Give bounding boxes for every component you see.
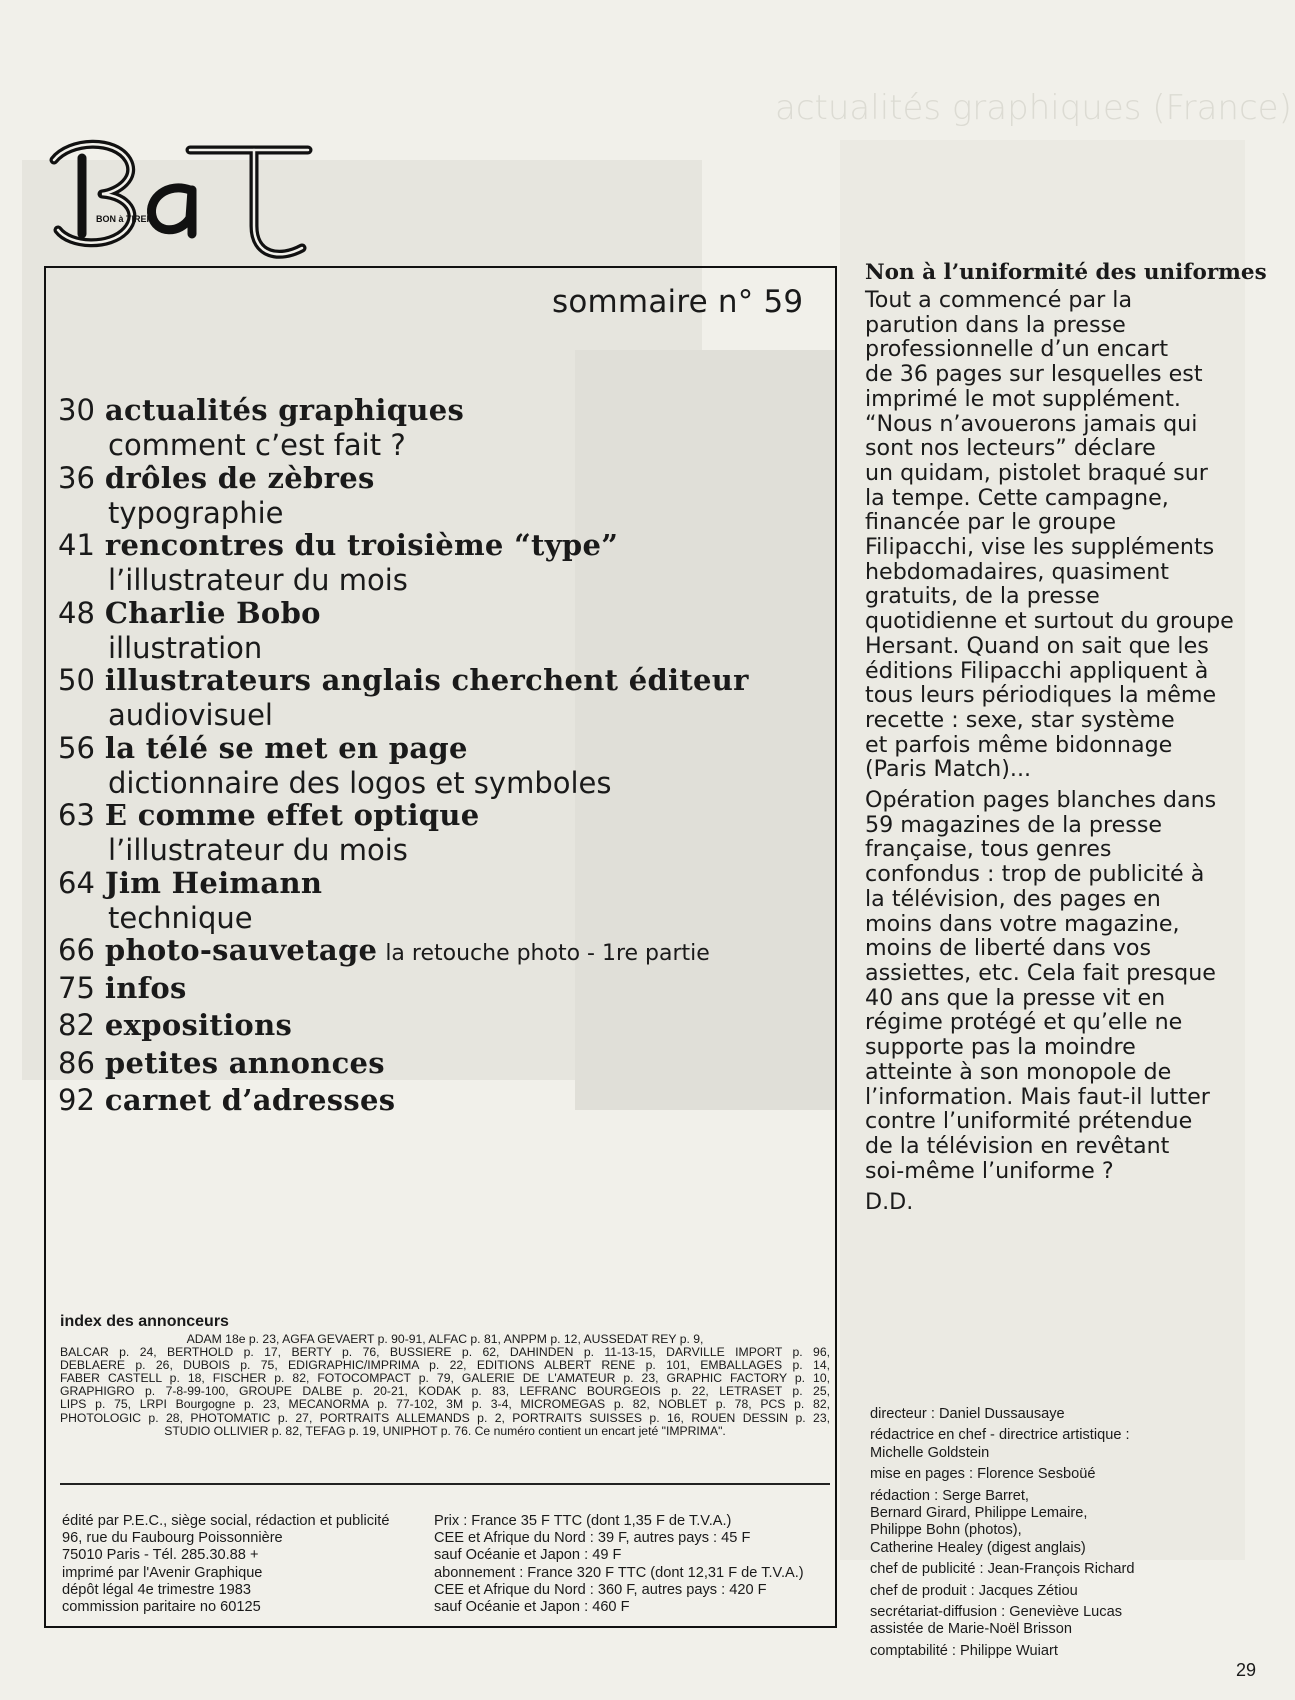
- toc-page-number: 75: [58, 970, 95, 1005]
- price-line: abonnement : France 320 F TTC (dont 12,31 F de T.V.A.): [434, 1564, 804, 1581]
- editorial-line: moins dans votre magazine,: [865, 910, 1180, 937]
- advertiser-line: PHOTOLOGIC p. 28, PHOTOMATIC p. 27, PORTRAITS ALLEMANDS p. 2, PORTRAITS SUISSES p. 16, ROUEN DESSIN p. 23,: [60, 1410, 830, 1425]
- staff-line: secrétariat-diffusion : Geneviève Lucas: [870, 1604, 1123, 1621]
- advertiser-line: ADAM 18e p. 23, AGFA GEVAERT p. 90-91, ALFAC p. 81, ANPPM p. 12, AUSSEDAT REY p. 9,: [186, 1332, 704, 1346]
- toc-entry-title: Charlie Bobo: [104, 595, 321, 630]
- editorial-line: sont nos lecteurs” déclare: [865, 435, 1156, 462]
- editorial-line: Tout a commencé par la: [865, 287, 1133, 313]
- advertisers-index-heading: index des annonceurs: [60, 1313, 229, 1330]
- advertiser-line: FABER CASTELL p. 18, FISCHER p. 82, FOTOCOMPACT p. 79, GALERIE DE L'AMATEUR p. 23, GRAPHIC FACTORY p. 10,: [60, 1371, 830, 1386]
- staff-line: Michelle Goldstein: [870, 1444, 990, 1461]
- advertisers-index: [60, 1333, 830, 1438]
- publisher-line: 96, rue du Faubourg Poissonnière: [62, 1530, 283, 1547]
- staff-entry: [870, 1643, 1280, 1660]
- editorial-line: la tempe. Cette campagne,: [865, 484, 1169, 511]
- toc-section-label: l’illustrateur du mois: [108, 563, 408, 597]
- toc-entry: [58, 461, 375, 495]
- publisher-line: 75010 Paris - Tél. 285.30.88 +: [62, 1547, 259, 1564]
- toc-entry: [58, 798, 480, 832]
- editorial-line: Opération pages blanches dans: [865, 787, 1217, 814]
- editorial-line: régime protégé et qu’elle ne: [865, 1009, 1183, 1036]
- editorial-line: de 36 pages sur lesquelles est: [865, 361, 1203, 388]
- toc-entry-title: infos: [104, 970, 187, 1005]
- toc-entry: [58, 663, 749, 697]
- toc-entry-title: illustrateurs anglais cherchent éditeur: [104, 663, 749, 697]
- editorial-line: contre l’uniformité prétendue: [865, 1108, 1193, 1135]
- toc-page-number: 30: [58, 393, 95, 427]
- publisher-line: édité par P.E.C., siège social, rédaction et publicité: [62, 1513, 390, 1529]
- editorial-line: assiettes, etc. Cela fait presque: [865, 959, 1216, 986]
- background-title: actualités graphiques (France): [775, 88, 1292, 128]
- toc-page-number: 82: [58, 1008, 95, 1042]
- toc-entry: [58, 866, 322, 900]
- divider: [60, 1483, 830, 1485]
- editorial-line: atteinte à son monopole de: [865, 1058, 1172, 1085]
- price-line: sauf Océanie et Japon : 460 F: [434, 1599, 630, 1616]
- editorial-line: imprimé le mot supplément.: [865, 385, 1181, 412]
- price-line: Prix : France 35 F TTC (dont 1,35 F de T.V.A.): [434, 1513, 732, 1529]
- price-line: CEE et Afrique du Nord : 360 F, autres pays : 420 F: [434, 1581, 767, 1598]
- staff-entry: [870, 1583, 1280, 1600]
- staff-line: comptabilité : Philippe Wuiart: [870, 1642, 1058, 1659]
- toc-entry: [58, 1008, 292, 1042]
- publisher-line: dépôt légal 4e trimestre 1983: [62, 1581, 252, 1598]
- staff-entry: [870, 1604, 1280, 1639]
- staff-entry: [870, 1427, 1280, 1462]
- toc-entry-title: petites annonces: [104, 1045, 385, 1080]
- toc-entry-title: expositions: [104, 1008, 293, 1042]
- editorial-line: confondus : trop de publicité à: [865, 861, 1205, 888]
- toc-page-number: 86: [58, 1045, 95, 1080]
- toc-entry: [58, 971, 187, 1005]
- toc-section-label: dictionnaire des logos et symboles: [108, 765, 612, 800]
- editorial-line: parution dans la presse: [865, 311, 1126, 338]
- editorial-line: 59 magazines de la presse: [865, 811, 1163, 838]
- toc-section-label: l’illustrateur du mois: [108, 833, 408, 867]
- toc-entry: [58, 596, 321, 630]
- publisher-line: commission paritaire no 60125: [62, 1599, 261, 1616]
- editorial-line: française, tous genres: [865, 836, 1112, 863]
- editorial: [865, 260, 1275, 1215]
- toc-page-number: 50: [58, 663, 95, 697]
- toc-section-label: typographie: [108, 495, 284, 530]
- editorial-line: hebdomadaires, quasiment: [865, 558, 1169, 585]
- price-line: sauf Océanie et Japon : 49 F: [434, 1547, 622, 1564]
- editorial-title: Non à l’uniformité des uniformes: [865, 260, 1267, 285]
- editorial-signature: D.D.: [865, 1189, 914, 1216]
- editorial-line: un quidam, pistolet braqué sur: [865, 459, 1208, 486]
- staff-line: chef de publicité : Jean-François Richard: [870, 1561, 1135, 1578]
- toc-page-number: 41: [58, 528, 95, 562]
- editorial-line: 40 ans que la presse vit en: [865, 984, 1166, 1011]
- staff-line: chef de produit : Jacques Zétiou: [870, 1582, 1078, 1599]
- staff-entry: [870, 1466, 1280, 1483]
- toc-entry-title: Jim Heimann: [104, 865, 323, 900]
- editorial-line: l’information. Mais faut-il lutter: [865, 1083, 1210, 1110]
- toc-section-label: audiovisuel: [108, 698, 273, 732]
- toc-entry: [58, 393, 464, 427]
- toc-page-number: 64: [58, 865, 95, 900]
- advertiser-line: GRAPHIGRO p. 7-8-99-100, GROUPE DALBE p. 20-21, KODAK p. 83, LEFRANC BOURGEOIS p. 22, LETRASET p. 25,: [60, 1384, 830, 1399]
- staff-line: Philippe Bohn (photos),: [870, 1522, 1022, 1539]
- page-number: 29: [1236, 1660, 1257, 1680]
- staff-line: directeur : Daniel Dussausaye: [870, 1406, 1065, 1422]
- editorial-line: soi-même l’uniforme ?: [865, 1157, 1114, 1184]
- price-info: [434, 1513, 804, 1616]
- toc-entry-title: rencontres du troisième “type”: [104, 528, 619, 562]
- editorial-line: supporte pas la moindre: [865, 1034, 1136, 1061]
- staff-line: mise en pages : Florence Sesboüé: [870, 1466, 1096, 1483]
- toc-entry-title: actualités graphiques: [104, 393, 465, 427]
- toc-page-number: 48: [58, 595, 95, 630]
- toc-entry: [58, 1083, 395, 1117]
- issue-label: sommaire n° 59: [552, 284, 804, 320]
- editorial-line: (Paris Match)...: [865, 756, 1032, 783]
- editorial-paragraph: [865, 788, 1275, 1183]
- editorial-line: de la télévision en revêtant: [865, 1132, 1170, 1159]
- editorial-paragraph: [865, 288, 1275, 782]
- staff-line: Catherine Healey (digest anglais): [870, 1539, 1086, 1556]
- toc-page-number: 56: [58, 730, 95, 765]
- toc-section-label: comment c’est fait ?: [108, 428, 406, 462]
- toc-entry: [58, 1046, 385, 1080]
- publisher-info: [62, 1513, 389, 1616]
- toc-entry-title: photo-sauvetage: [104, 933, 378, 967]
- editorial-line: recette : sexe, star système: [865, 706, 1175, 733]
- staff-line: Bernard Girard, Philippe Lemaire,: [870, 1505, 1088, 1522]
- editorial-line: Hersant. Quand on sait que les: [865, 632, 1209, 659]
- editorial-line: gratuits, de la presse: [865, 583, 1100, 610]
- toc-entry: [58, 731, 468, 765]
- staff-entry: [870, 1561, 1280, 1578]
- staff-line: assistée de Marie-Noël Brisson: [870, 1621, 1072, 1638]
- toc-section-label: technique: [108, 900, 253, 935]
- toc-entry-title: la télé se met en page: [104, 730, 468, 765]
- toc-page-number: 66: [58, 933, 95, 967]
- advertiser-line: DEBLAERE p. 26, DUBOIS p. 75, EDIGRAPHIC/IMPRIMA p. 22, EDITIONS ALBERT RENE p. 101, EMBALLAGES p. 14,: [60, 1358, 830, 1373]
- editorial-line: éditions Filipacchi appliquent à: [865, 657, 1209, 684]
- editorial-line: tous leurs périodiques la même: [865, 682, 1217, 709]
- staff-line: rédaction : Serge Barret,: [870, 1487, 1029, 1504]
- editorial-line: la télévision, des pages en: [865, 885, 1161, 912]
- editorial-line: Filipacchi, vise les suppléments: [865, 534, 1215, 561]
- editorial-line: “Nous n’avouerons jamais qui: [865, 410, 1198, 437]
- editorial-line: quotidienne et surtout du groupe: [865, 608, 1234, 635]
- publisher-line: imprimé par l'Avenir Graphique: [62, 1564, 263, 1581]
- editorial-line: et parfois même bidonnage: [865, 731, 1173, 758]
- advertiser-line: LIPS p. 75, LRPI Bourgogne p. 23, MECANORMA p. 77-102, 3M p. 3-4, MICROMEGAS p. 82, NOBLET p. 78, PCS p. 82,: [60, 1397, 830, 1412]
- bat-logo: [40, 130, 320, 285]
- advertiser-line: STUDIO OLLIVIER p. 82, TEFAG p. 19, UNIPHOT p. 76. Ce numéro contient un encart jeté "IMPRIMA".: [164, 1423, 726, 1438]
- staff-line: rédactrice en chef - directrice artistique :: [870, 1427, 1130, 1444]
- editorial-line: professionnelle d’un encart: [865, 336, 1169, 363]
- masthead-staff: [870, 1406, 1280, 1664]
- toc-page-number: 63: [58, 798, 95, 832]
- toc-page-number: 92: [58, 1083, 95, 1117]
- toc-page-number: 36: [58, 460, 95, 495]
- advertiser-line: BALCAR p. 24, BERTHOLD p. 17, BERTY p. 76, BUSSIERE p. 62, DAHINDEN p. 11-13-15, DARVILLE IMPORT p. 96,: [60, 1345, 830, 1360]
- logo-tagline: BON à TIRER: [96, 214, 154, 224]
- toc-entry-subtitle: la retouche photo - 1re partie: [385, 941, 710, 966]
- editorial-line: moins de liberté dans vos: [865, 935, 1152, 962]
- toc-entry: [58, 933, 710, 967]
- staff-entry: [870, 1406, 1280, 1423]
- toc-entry-title: carnet d’adresses: [104, 1083, 396, 1117]
- toc-entry-title: E comme effet optique: [104, 798, 480, 832]
- toc-entry: [58, 528, 618, 562]
- price-line: CEE et Afrique du Nord : 39 F, autres pays : 45 F: [434, 1530, 751, 1547]
- editorial-line: financée par le groupe: [865, 509, 1117, 536]
- toc-section-label: illustration: [108, 630, 263, 665]
- toc-entry-title: drôles de zèbres: [104, 460, 375, 495]
- staff-entry: [870, 1488, 1280, 1558]
